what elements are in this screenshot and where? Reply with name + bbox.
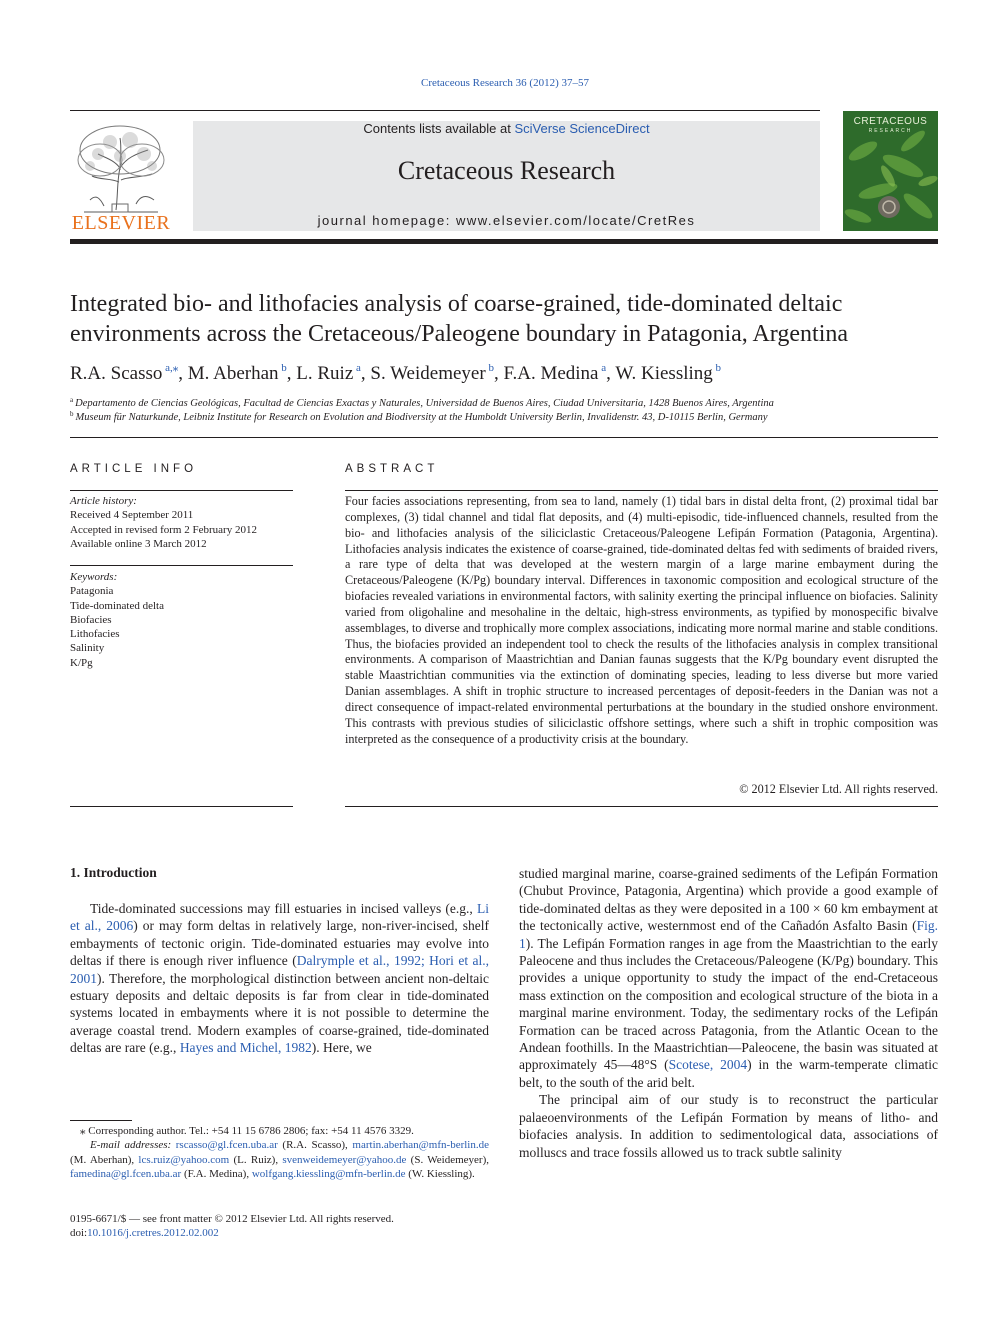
abstract-text: Four facies associations representing, from sea to land, namely (1) tidal bars in distal delta front, (2) proximal tidal bar complexes, (3) tidal channel and tidal flat deposits, and (4) multi-episodic, tide-influenced channels, resulted from the bio- and lithofacies analysis of the siliciclastic Cretaceous/Paleogene Lefipán Formation (Patagonia, Argentina). Lithofacies analysis indicates the existence of coarse-grained, tide-dominated deltas fed with sediments of braided rivers, a rare type of delta that was developed at the western margin of a large marine embayment during the Cretaceous/Paleogene (K/Pg) boundary interval. Differences in taxonomic composition and ecological structure of the biofacies revealed variations in environmental factors, with salinity exerting the principal influence on biofacies. Salinity varied from oligohaline and mesohaline in the deltaic, high-stress environments, as typified by monospecific bivalve assemblages, to diverse and trophically more complex associations, indicating more normal marine and stable conditions. Thus, the biofacies provided an independent tool to check the results of the lithofacies analysis in complex transitional environments. A comparison of Maastrichtian and Danian faunas suggests that the K/Pg boundary event disrupted the stable Maastrichtian communities via the extinction of dominating species, leading to less diverse but more varied Danian assemblages. A shift in trophic structure to increased percentages of deposit-feeders in the Danian was not a direct consequence of impact-related environmental perturbations at the boundary in the studied onshore environment. This contrasts with previous studies of siliciclastic offshore settings, where such a shift in trophic composition was interpreted as the consequence of a productivity crisis at the boundary. (345, 494, 938, 746)
copyright-notice: © 2012 Elsevier Ltd. All rights reserved. (739, 782, 938, 796)
author-affiliation-link[interactable]: b (278, 362, 287, 374)
accepted-date: Accepted in revised form 2 February 2012 (70, 523, 257, 536)
article-info-rule (70, 490, 293, 491)
intro-paragraph-1: Tide-dominated successions may fill estuaries in incised valleys (e.g., Li et al., 2006) or may form deltas in relatively large, non-river-incised, shelf embayments of tectonic origin. Tide-dominated estuaries may evolve into deltas if there is enough river influence (Dalrymple et al., 1992; Hori et al., 2001). Therefore, the morphological distinction between ancient non-deltaic estuary deposits and deltaic deposits is far from clear in tide-dominated systems located in embayments where it is not possible to determine the average coastal trend. Modern examples of coarse-grained, tide-dominated deltas are rare (e.g., Hayes and Michel, 1982). Here, we (70, 901, 489, 1056)
email-link[interactable]: martin.aberhan@mfn-berlin.de (352, 1139, 489, 1152)
article-info-heading: ARTICLE INFO (70, 463, 198, 475)
cover-title: CRETACEOUS (853, 116, 928, 127)
intro-paragraph-2: studied marginal marine, coarse-grained sediments of the Lefipán Formation (Chubut Province, Patagonia, Argentina) which provide a good example of tide-dominated deltas as they were deposited in a 100 × 60 km embayment at the tectonically active, westernmost end of the Cañadón Asfalto Basin (Fig. 1). The Lefipán Formation ranges in age from the Maastrichtian to the early Paleocene and thus includes the Cretaceous/Paleogene (K/Pg) boundary. This provides a unique opportunity to study the impact of the end-Cretaceous mass extinction on the composition and ecological structure of the biota in a marginal marine environment. Today, the sedimentary rocks of the Lefipán Formation can be traced across Patagonia, from the Atlantic Ocean to the Andean foothills. In the Maastrichtian—Paleocene, the basin was situated at approximately 45—48°S (Scotese, 2004) in the warm-temperate climatic belt, to the south of the arid belt. (519, 866, 938, 1090)
keyword: Patagonia (70, 585, 114, 598)
online-date: Available online 3 March 2012 (70, 537, 207, 550)
author-list: R.A. Scasso $^{a,⁎}$, M. Aberhan $^b$, L. Ruiz $^a$, S. Weidemeyer $^b$, F.A. Medina $^a$, W. Kiessling $^b$ (70, 362, 722, 384)
author-name: L. Ruiz (296, 363, 354, 384)
received-date: Received 4 September 2011 (70, 509, 194, 522)
email-link[interactable]: wolfgang.kiessling@mfn-berlin.de (251, 1168, 406, 1181)
body-column-right (519, 865, 938, 1161)
intro-paragraph-3: The principal aim of our study is to reconstruct the particular palaeoenvironments of the Lefipán Formation by means of litho- and biofacies analysis. In addition to sedimentological data, associations of molluscs and trace fossils allowed us to track subtle salinity (519, 1092, 938, 1160)
email-addresses: E-mail addresses: rscasso@gl.fcen.uba.ar (R.A. Scasso), martin.aberhan@mfn-berlin.de (M. Aberhan), lcs.ruiz@yahoo.com (L. Ruiz), svenweidemeyer@yahoo.de (S. Weidemeyer), famedina@gl.fcen.uba.ar (F.A. Medina), wolfgang.kiessling@mfn-berlin.de (W. Kiessling). (70, 1139, 489, 1181)
affiliation-marker: b (70, 410, 74, 418)
article-history-label: Article history: (70, 495, 137, 507)
author-affiliation-link[interactable]: b (485, 362, 494, 374)
body-column-left (70, 900, 489, 1057)
doi-link[interactable]: 10.1016/j.cretres.2012.02.002 (87, 1227, 219, 1240)
contents-lists-line (193, 121, 820, 136)
journal-citation[interactable]: Cretaceous Research 36 (2012) 37–57 (420, 77, 589, 89)
article-info-bottom-rule (70, 806, 293, 807)
title-block-rule (70, 437, 938, 438)
keyword: Tide-dominated delta (70, 599, 164, 612)
affiliation-text: Museum für Naturkunde, Leibniz Institute for Research on Evolution and Biodiversity at the Humboldt University Berlin, Invalidenstr. 43, D-10115 Berlin, Germany (75, 412, 768, 423)
citation-link[interactable]: Dalrymple et al., 1992; Hori et al., 2001 (70, 953, 489, 986)
footnote-rule (70, 1120, 132, 1121)
cover-subtitle: RESEARCH (868, 128, 913, 134)
email-link[interactable]: famedina@gl.fcen.uba.ar (70, 1168, 182, 1181)
citation-link[interactable]: Fig. 1 (519, 918, 938, 951)
keywords-rule (70, 565, 293, 566)
keyword: Lithofacies (70, 628, 120, 641)
front-matter-notice (70, 1212, 510, 1241)
author-affiliation-link[interactable]: b (712, 362, 722, 374)
author-affiliation-link[interactable]: a (353, 362, 361, 374)
abstract-bottom-rule (345, 806, 938, 807)
abstract-rule (345, 490, 938, 491)
email-label: E-mail addresses: (90, 1139, 176, 1152)
author-name: F.A. Medina (503, 363, 599, 384)
author-name: W. Kiessling (615, 363, 713, 384)
citation-link[interactable]: Scotese, 2004 (668, 1057, 748, 1073)
doi-label: doi: (70, 1227, 88, 1240)
article-history (70, 494, 293, 551)
author-affiliation-link[interactable]: a (598, 362, 607, 374)
email-link[interactable]: rscasso@gl.fcen.uba.ar (175, 1139, 278, 1152)
citation-link[interactable]: Li et al., 2006 (70, 901, 489, 934)
keyword: K/Pg (70, 656, 93, 669)
keywords-label: Keywords: (70, 571, 118, 583)
affiliation-marker: a (70, 396, 74, 404)
author-name: S. Weidemeyer (370, 363, 486, 384)
issn-line: 0195-6671/$ — see front matter © 2012 Elsevier Ltd. All rights reserved. (70, 1213, 394, 1225)
abstract-heading: ABSTRACT (345, 463, 439, 475)
citation-link[interactable]: Hayes and Michel, 1982 (179, 1040, 312, 1056)
author-name: M. Aberhan (187, 363, 279, 384)
header-top-rule (70, 110, 820, 111)
keywords-block (70, 570, 293, 670)
doi-line (70, 1226, 510, 1240)
corresponding-author-note: ⁎ Corresponding author. Tel.: +54 11 15 6786 2806; fax: +54 11 4576 3329. (80, 1125, 414, 1137)
journal-cover-image[interactable] (843, 111, 938, 231)
affiliation-b (70, 410, 950, 423)
elsevier-wordmark: ELSEVIER (71, 212, 171, 234)
keyword: Salinity (70, 642, 105, 655)
article-title: Integrated bio- and lithofacies analysis of coarse-grained, tide-dominated deltaic environments across the Cretaceous/Paleogene boundary in Patagonia, Argentina (70, 291, 849, 347)
email-link[interactable]: svenweidemeyer@yahoo.de (282, 1153, 407, 1166)
keyword: Biofacies (70, 613, 112, 626)
sciencedirect-link[interactable]: SciVerse ScienceDirect (514, 121, 650, 136)
footnotes (70, 1124, 489, 1182)
header-bottom-rule (70, 239, 938, 244)
author-name: R.A. Scasso (70, 363, 163, 384)
contents-prefix: Contents lists available at (363, 121, 515, 136)
journal-homepage-link[interactable]: journal homepage: www.elsevier.com/locate/CretRes (317, 213, 696, 228)
author-affiliation-link[interactable]: a,⁎ (162, 362, 179, 374)
affiliation-text: Departamento de Ciencias Geológicas, Facultad de Ciencias Exactas y Naturales, Universidad de Buenos Aires, Ciudad Universitaria, 1428 Buenos Aires, Argentina (75, 398, 774, 409)
elsevier-logo[interactable] (70, 120, 172, 235)
affiliation-a (70, 396, 950, 409)
email-link[interactable]: lcs.ruiz@yahoo.com (138, 1153, 230, 1166)
journal-name[interactable]: Cretaceous Research (397, 156, 616, 185)
section-heading-introduction: 1. Introduction (70, 865, 157, 880)
